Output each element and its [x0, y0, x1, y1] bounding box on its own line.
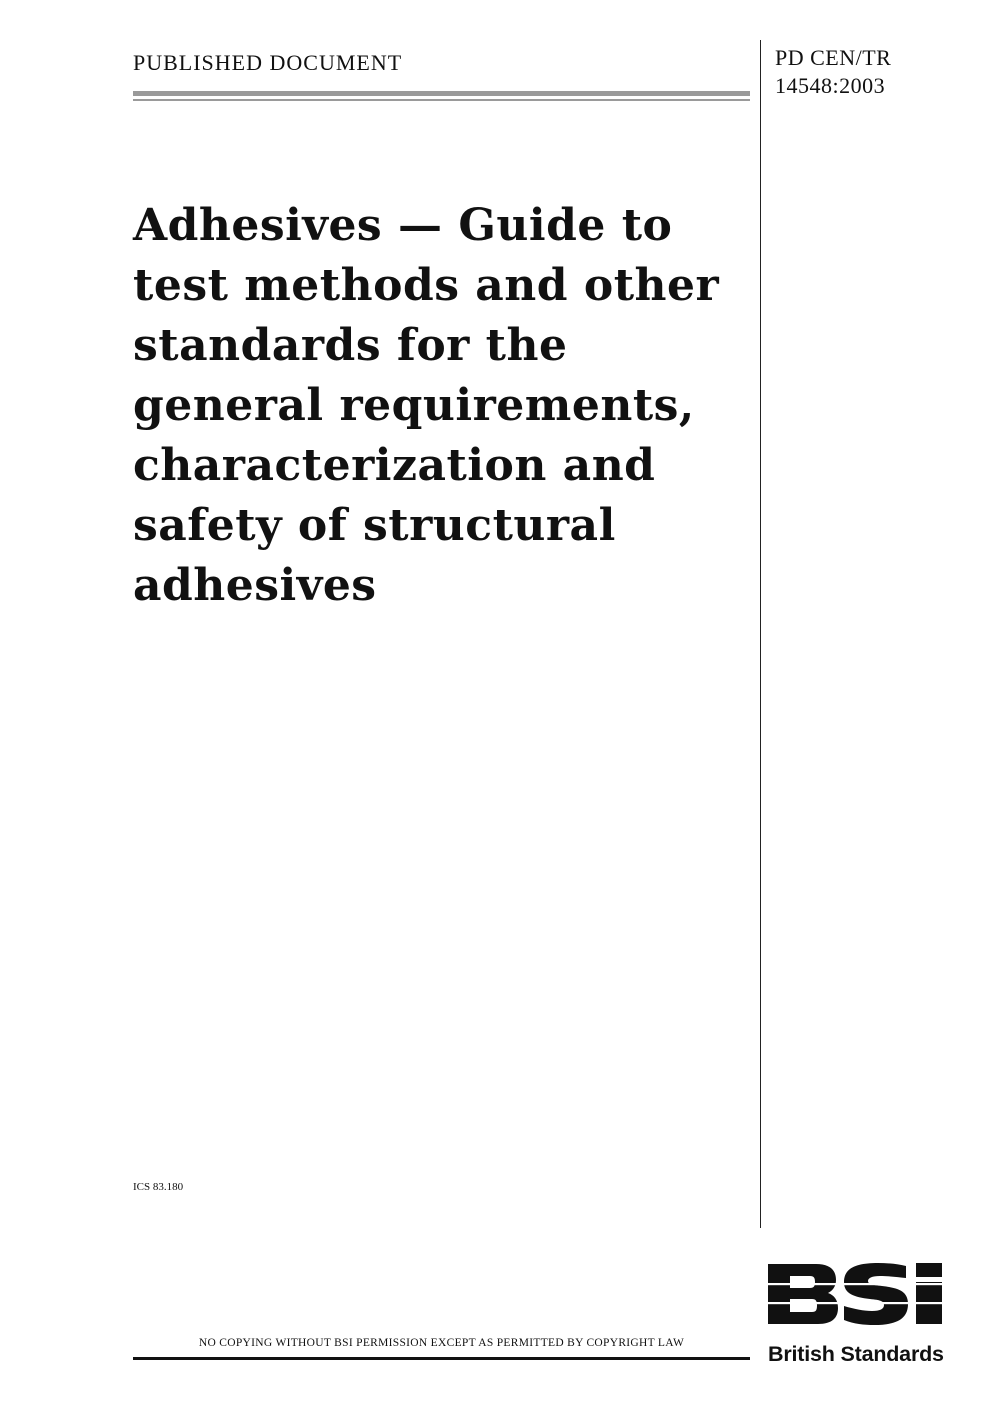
- document-number-line-2: 14548:2003: [775, 73, 886, 98]
- header-rule-thick: [133, 91, 750, 96]
- title-line: adhesives: [133, 560, 377, 611]
- document-title: [133, 196, 753, 616]
- document-number-line-1: PD CEN/TR: [775, 45, 892, 70]
- copyright-notice: NO COPYING WITHOUT BSI PERMISSION EXCEPT AS PERMITTED BY COPYRIGHT LAW: [198, 1337, 685, 1349]
- ics-code: ICS 83.180: [133, 1181, 184, 1193]
- title-line: safety of structural: [133, 500, 616, 551]
- vertical-divider: [760, 40, 761, 1228]
- logo-caption: British Standards: [768, 1342, 944, 1366]
- logo-letter-s: [844, 1263, 908, 1325]
- logo-stripe: [766, 1283, 944, 1285]
- title-line: test methods and other: [133, 260, 720, 311]
- title-line: characterization and: [133, 440, 656, 491]
- bsi-logo-mark-icon: [766, 1262, 944, 1326]
- logo-stripe: [766, 1302, 944, 1304]
- logo-letter-i-dot: [916, 1263, 942, 1277]
- title-line: Adhesives — Guide to: [133, 200, 673, 251]
- header-rule-thin: [133, 99, 750, 101]
- logo-letter-b: [768, 1264, 838, 1324]
- title-line: standards for the: [133, 320, 568, 371]
- header-label: PUBLISHED DOCUMENT: [133, 50, 403, 75]
- title-line: general requirements,: [133, 380, 695, 431]
- document-number: [775, 44, 891, 100]
- bsi-logo: [766, 1262, 946, 1372]
- footer-rule: [133, 1357, 750, 1360]
